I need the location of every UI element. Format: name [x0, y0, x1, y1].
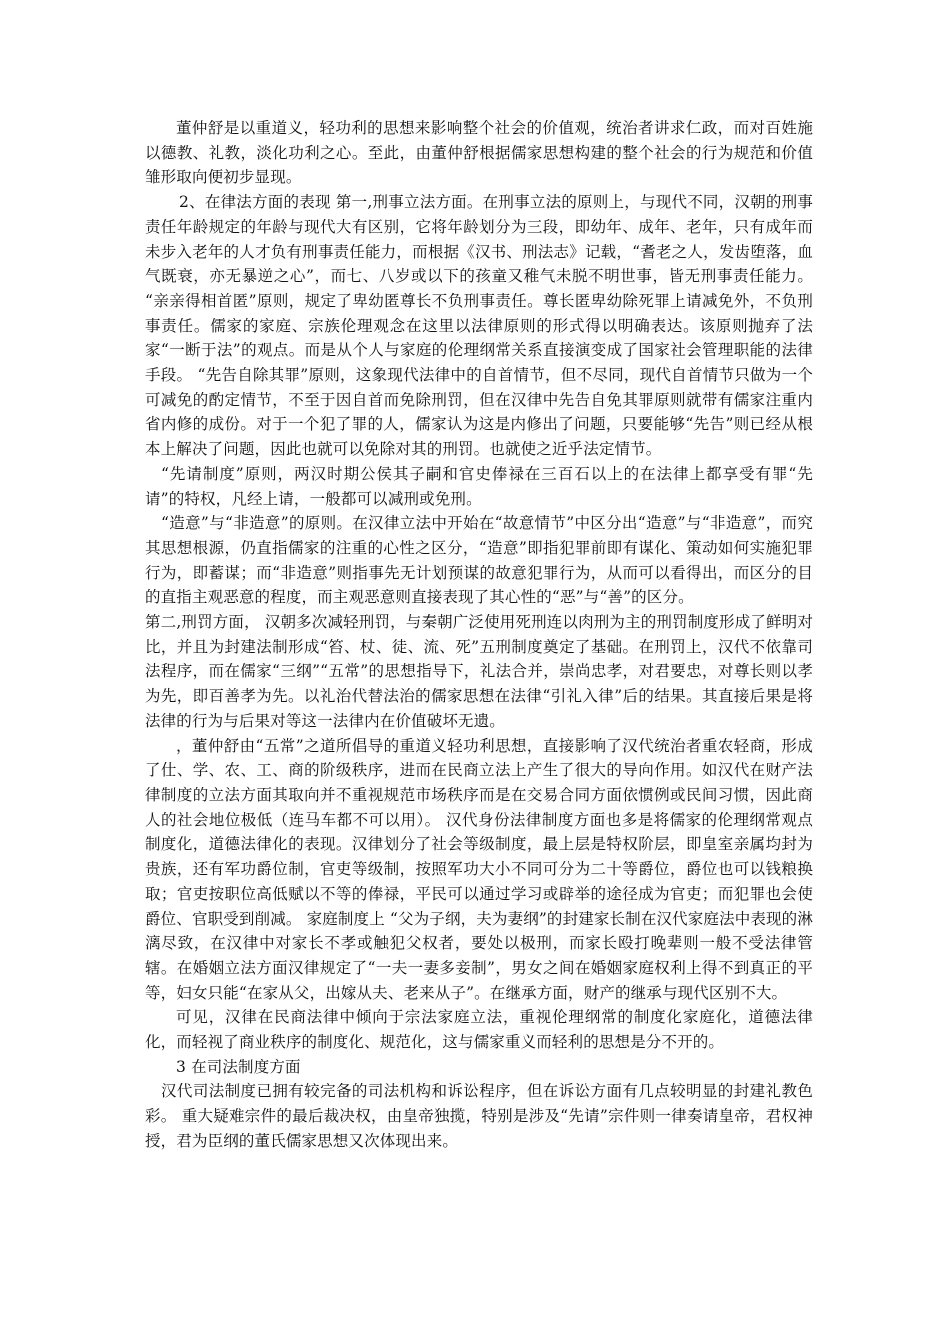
paragraph-judicial-system: 汉代司法制度已拥有较完备的司法机构和诉讼程序，但在诉讼方面有几点较明显的封建礼教色彩。 重大疑难宗件的最后裁决权，由皇帝独揽，特别是涉及“先请”宗件则一律奏请皇帝，君权神授，君为臣纲的董氏儒家思想又次体现出来。 — [145, 1082, 813, 1150]
paragraph-civil-commercial-law: ，董仲舒由“五常”之道所倡导的重道义轻功利思想，直接影响了汉代统治者重农轻商，形成了仕、学、农、工、商的阶级秩序，进而在民商立法上产生了很大的导向作用。如汉代在财产法律制度的立法方面其取向并不重视规范市场秩序而是在交易合同方面依惯例或民间习惯，因此商人的社会地位极低（连马车都不可以用）。 汉代身份法律制度方面也多是将儒家的伦理纲常观点制度化，道德法律化的表现。汉律划分了社会等级制度，最上层是特权阶层，即皇室亲属均封为贵族，还有军功爵位制，官吏等级制，按照军功大小不同可分为二十等爵位，爵位也可以钱粮换取；官吏按职位高低赋以不等的俸禄，平民可以通过学习或辟举的途径成为官吏；而犯罪也会使爵位、官职受到削减。 家庭制度上 “父为子纲，夫为妻纲”的封建家长制在汉代家庭法中表现的淋漓尽致，在汉律中对家长不孝或触犯父权者，要处以极刑，而家长殴打晚辈则一般不受法律管辖。在婚姻立法方面汉律规定了“一夫一妻多妾制”，男女之间在婚姻家庭权利上得不到真正的平等，妇女只能“在家从父，出嫁从夫、老来从子”。在继承方面，财产的继承与现代区别不大。 — [145, 736, 813, 1002]
paragraph-zaoyi-principle: “造意”与“非造意”的原则。在汉律立法中开始在“故意情节”中区分出“造意”与“非造意”，而究其思想根源，仍直指儒家的注重的心性之区分，“造意”即指犯罪前即有谋化、策动如何实施犯罪行为，即蓄谋；而“非造意”则指事先无计划预谋的故意犯罪行为，从而可以看得出，而区分的目的直指主观恶意的程度，而主观恶意则直接表现了其心性的“恶”与“善”的区分。 — [145, 514, 813, 607]
section-heading-judicial-system: 3 在司法制度方面 — [176, 1057, 301, 1076]
paragraph-xianqing-system: “先请制度”原则，两汉时期公侯其子嗣和官史俸禄在三百石以上的在法律上都享受有罪“先请”的特权，凡经上请，一般都可以减刑或免刑。 — [145, 464, 813, 508]
paragraph-conclusion-civil-law: 可见，汉律在民商法律中倾向于宗法家庭立法，重视伦理纲常的制度化家庭化，道德法律化，而轻视了商业秩序的制度化、规范化，这与儒家重义而轻利的思想是分不开的。 — [145, 1008, 813, 1052]
document-body — [145, 116, 813, 1154]
paragraph-dong-zhongshu-values: 董仲舒是以重道义，轻功利的思想来影响整个社会的价值观，统治者讲求仁政，而对百姓施以德教、礼教，淡化功利之心。至此，由董仲舒根据儒家思想构建的整个社会的行为规范和价值雏形取向便初步显现。 — [145, 119, 813, 187]
paragraph-criminal-legislation: 2、在律法方面的表现 第一,刑事立法方面。在刑事立法的原则上，与现代不同，汉朝的刑事责任年龄规定的年龄与现代大有区别，它将年龄划分为三段，即幼年、成年、老年，只有成年而未步入老年的人才负有刑事责任能力，而根据《汉书、刑法志》记载，“耆老之人，发齿堕落，血气既衰，亦无暴逆之心”，而七、八岁或以下的孩童又稚气未脱不明世事，皆无刑事责任能力。 “亲亲得相首匿”原则，规定了卑幼匿尊长不负刑事责任。尊长匿卑幼除死罪上请减免外，不负刑事责任。儒家的家庭、宗族伦理观念在这里以法律原则的形式得以明确表达。该原则抛弃了法家“一断于法”的观点。而是从个人与家庭的伦理纲常关系直接演变成了国家社会管理职能的法律手段。 “先告自除其罪”原则，这象现代法律中的自首情节，但不尽同，现代自首情节只做为一个可减免的酌定情节，不至于因自首而免除刑罚，但在汉律中先告自免其罪原则就带有儒家注重内省内修的成份。对于一个犯了罪的人，儒家认为这是内修出了问题，只要能够“先告”则已经从根本上解决了问题，因此也就可以免除对其的刑罚。也就使之近乎法定情节。 — [145, 193, 813, 459]
paragraph-punishment: 第二,刑罚方面， 汉朝多次减轻刑罚，与秦朝广泛使用死刑连以肉刑为主的刑罚制度形成了鲜明对比，并且为封建法制形成“笞、杖、徒、流、死”五刑制度奠定了基础。在刑罚上，汉代不依靠司法程序，而在儒家“三纲”“五常”的思想指导下，礼法合并，崇尚忠孝，对君要忠，对尊长则以孝为先，即百善孝为先。以礼治代替法治的儒家思想在法律“引礼入律”后的结果。其直接后果是将法律的行为与后果对等这一法律内在价值破坏无遗。 — [145, 613, 813, 730]
